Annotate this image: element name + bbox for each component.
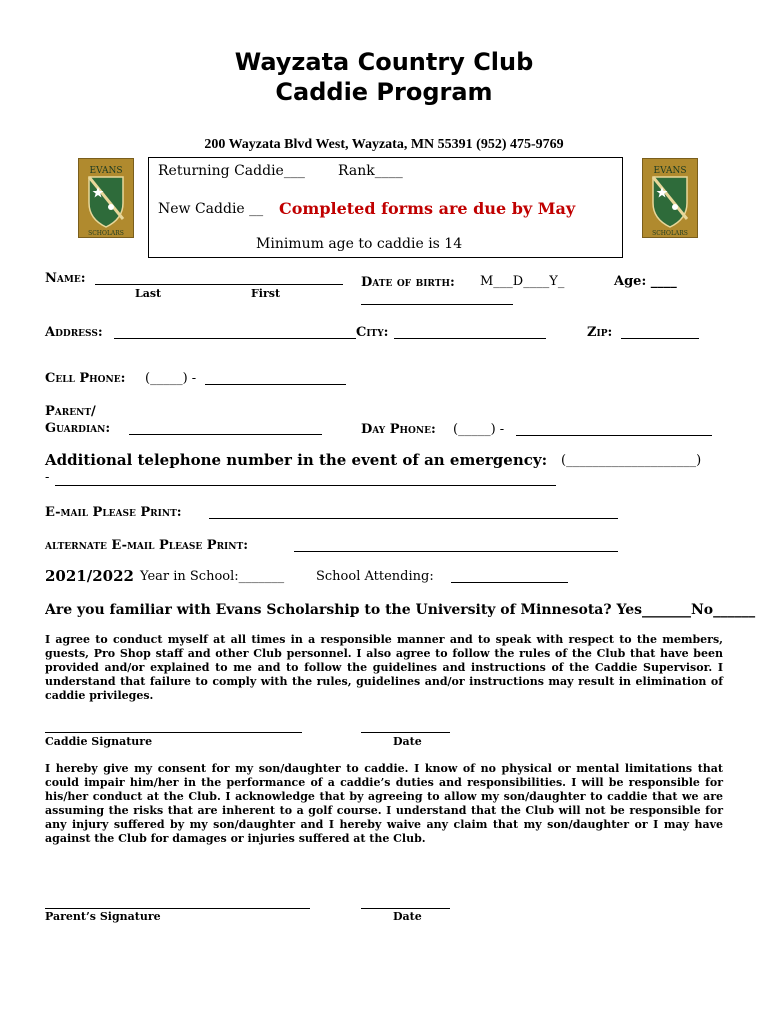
day-phone-area[interactable]: (_____) - <box>453 422 505 437</box>
returning-caddie-field[interactable]: Returning Caddie___ <box>158 163 305 179</box>
form-title: Wayzata Country Club <box>234 48 534 76</box>
school-attending-input-line[interactable] <box>451 582 568 583</box>
caddie-date-caption: Date <box>393 735 422 748</box>
evans-scholars-logo-left <box>78 158 134 238</box>
parent-signature-caption: Parent’s Signature <box>45 910 161 923</box>
email-label: E-mail Please Print: <box>45 505 182 520</box>
dob-underline <box>361 304 513 305</box>
parent-date-caption: Date <box>393 910 422 923</box>
address-input-line[interactable] <box>114 338 356 339</box>
school-year: 2021/2022 <box>45 567 134 585</box>
name-first-caption: First <box>251 287 281 300</box>
parent-date-line[interactable] <box>361 908 450 909</box>
address-label: Address: <box>45 325 103 340</box>
logo-text-bottom: SCHOLARS <box>652 230 688 237</box>
caddie-agreement-text: I agree to conduct myself at all times in a responsible manner and to speak with respect to the members, guests, Pro Shop staff and other Club personnel. I also agree to follow the rules of the Club that have been provided and/or explained to me and to follow the guidelines and instructions of the Caddie Supervisor. I understand that failure to comply with the rules, guidelines and/or instructions may result in elimination of caddie privileges. <box>45 633 723 702</box>
alt-email-input-line[interactable] <box>294 551 618 552</box>
caddie-status-box <box>148 157 623 258</box>
due-notice: Completed forms are due by May <box>279 199 576 218</box>
guardian-label: Guardian: <box>45 421 111 436</box>
evans-scholarship-question[interactable]: Are you familiar with Evans Scholarship to the University of Minnesota? Yes_______No______ <box>45 602 756 618</box>
evans-scholars-logo-right <box>642 158 698 238</box>
emergency-area-field[interactable]: (____________________) <box>561 453 702 468</box>
club-address: 200 Wayzata Blvd West, Wayzata, MN 55391 (952) 475-9769 <box>204 137 564 152</box>
logo-text-bottom: SCHOLARS <box>88 230 124 237</box>
cell-phone-label: Cell Phone: <box>45 371 126 386</box>
dob-field[interactable]: M___D____Y_ <box>480 274 565 289</box>
dob-label: Date of birth: <box>361 275 455 290</box>
logo-text-top: EVANS <box>653 166 687 176</box>
alt-email-label: alternate E-mail Please Print: <box>45 538 248 553</box>
city-label: City: <box>356 325 389 340</box>
parent-label: Parent/ <box>45 404 96 419</box>
logo-text-top: EVANS <box>89 166 123 176</box>
name-input-line[interactable] <box>95 284 343 285</box>
day-phone-input-line[interactable] <box>516 435 712 436</box>
emergency-dash: - <box>45 470 50 485</box>
zip-input-line[interactable] <box>621 338 699 339</box>
cell-phone-input-line[interactable] <box>205 384 346 385</box>
form-subtitle: Caddie Program <box>275 78 493 106</box>
parent-consent-text: I hereby give my consent for my son/daughter to caddie. I know of no physical or mental limitations that could impair him/her in the performance of a caddie’s duties and responsibilities. I will be responsible for his/her conduct at the Club. I acknowledge that by agreeing to allow my son/daughter to caddie that we are assuming the risks that are inherent to a golf course. I understand that the Club will not be responsible for any injury suffered by my son/daughter and I hereby waive any claim that my son/daughter or I may have against the Club for damages or injuries suffered at the Club. <box>45 762 723 845</box>
school-attending-label: School Attending: <box>316 569 434 584</box>
email-input-line[interactable] <box>209 518 618 519</box>
age-field[interactable]: Age: ____ <box>614 274 677 289</box>
name-last-caption: Last <box>135 287 162 300</box>
emergency-label: Additional telephone number in the event of an emergency: <box>45 451 548 469</box>
parent-signature-line[interactable] <box>45 908 310 909</box>
year-in-school-field[interactable]: Year in School:_______ <box>140 569 285 584</box>
caddie-signature-line[interactable] <box>45 732 302 733</box>
day-phone-label: Day Phone: <box>361 422 436 437</box>
cell-phone-area[interactable]: (_____) - <box>145 371 197 386</box>
emergency-input-line[interactable] <box>55 485 556 486</box>
minimum-age-note: Minimum age to caddie is 14 <box>256 236 463 252</box>
guardian-input-line[interactable] <box>129 434 322 435</box>
caddie-date-line[interactable] <box>361 732 450 733</box>
caddie-signature-caption: Caddie Signature <box>45 735 153 748</box>
city-input-line[interactable] <box>394 338 546 339</box>
name-label: Name: <box>45 271 86 286</box>
rank-field[interactable]: Rank____ <box>338 163 403 179</box>
zip-label: Zip: <box>587 325 613 340</box>
new-caddie-field[interactable]: New Caddie __ <box>158 201 264 217</box>
